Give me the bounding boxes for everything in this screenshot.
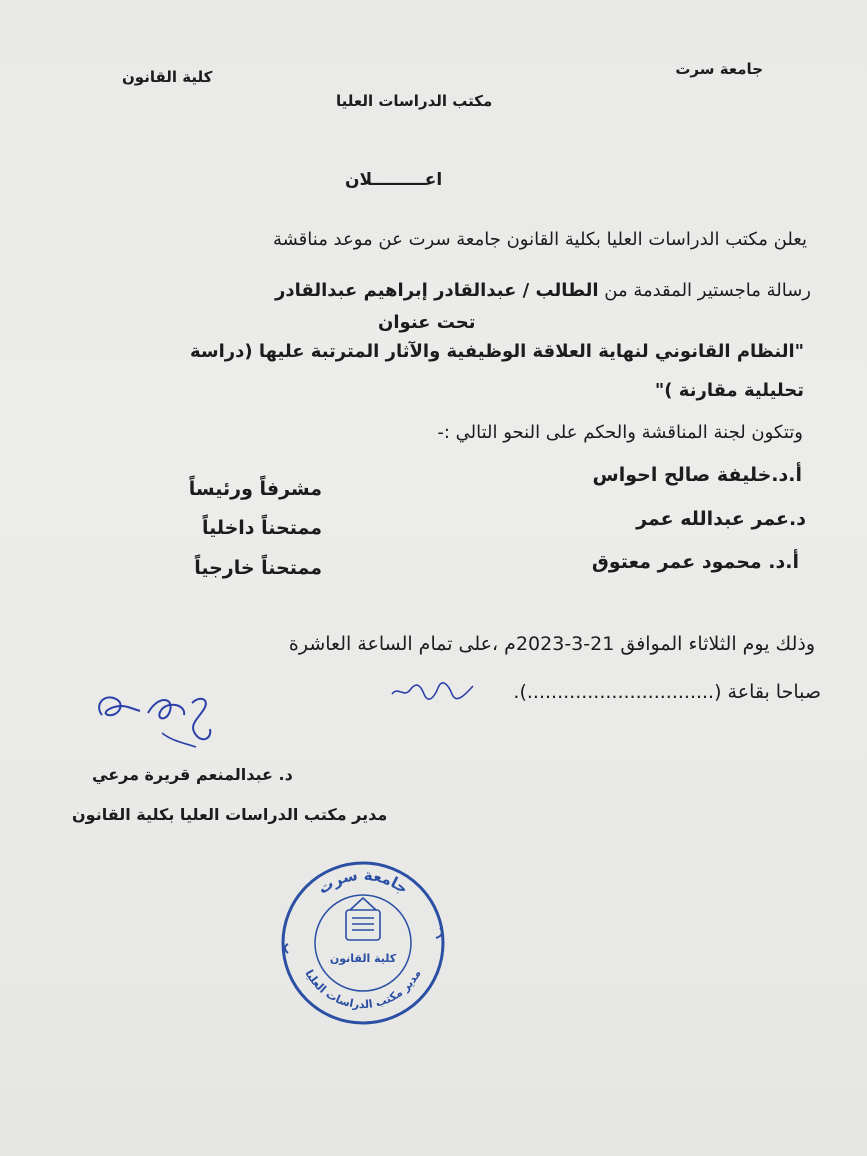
- svg-text:كلية القانون: كلية القانون: [329, 952, 397, 965]
- signature: [92, 685, 222, 765]
- committee-member-name: د.عمر عبدالله عمر: [636, 508, 806, 530]
- schedule-line-1: وذلك يوم الثلاثاء الموافق 21-3-2023م ،على تمام الساعة العاشرة: [288, 633, 815, 655]
- svg-text:مدير مكتب الدراسات العليا: مدير مكتب الدراسات العليا: [302, 967, 424, 1012]
- committee-member-role: مشرفاً ورئيساً: [188, 478, 322, 500]
- committee-member-name: أ.د. محمود عمر معتوق: [591, 551, 799, 573]
- committee-intro: وتتكون لجنة المناقشة والحكم على النحو التالي :-: [437, 422, 803, 443]
- thesis-title-line-2: تحليلية مقارنة )": [654, 380, 804, 401]
- office-name: مكتب الدراسات العليا: [336, 92, 493, 110]
- committee-member-role: ممتحناً خارجياً: [194, 557, 322, 579]
- announcement-line-2-prefix: رسالة ماجستير المقدمة من: [598, 280, 811, 301]
- faculty-name: كلية القانون: [122, 68, 213, 86]
- title-label: تحت عنوان: [378, 312, 476, 333]
- university-name: جامعة سرت: [675, 60, 763, 78]
- signatory-name: د. عبدالمنعم قريرة مرعي: [92, 765, 293, 784]
- committee-member-name: أ.د.خليفة صالح احواس: [592, 464, 802, 486]
- handwritten-room-note: [390, 680, 475, 702]
- notice-title: اعـــــــــلان: [345, 170, 443, 190]
- announcement-line-2: [275, 280, 811, 301]
- svg-text:جامعة سرت: جامعة سرت: [314, 865, 412, 898]
- committee-member-role: ممتحناً داخلياً: [201, 517, 322, 539]
- official-stamp: [278, 858, 448, 1028]
- announcement-line-1: يعلن مكتب الدراسات العليا بكلية القانون جامعة سرت عن موعد مناقشة: [272, 229, 807, 250]
- thesis-title-line-1: "النظام القانوني لنهاية العلاقة الوظيفية والآثار المترتبة عليها (دراسة: [190, 341, 804, 362]
- student-name: الطالب / عبدالقادر إبراهيم عبدالقادر: [275, 280, 599, 301]
- schedule-line-2: صباحا بقاعة (...............................).: [513, 681, 821, 703]
- signatory-title: مدير مكتب الدراسات العليا بكلية القانون: [72, 805, 388, 824]
